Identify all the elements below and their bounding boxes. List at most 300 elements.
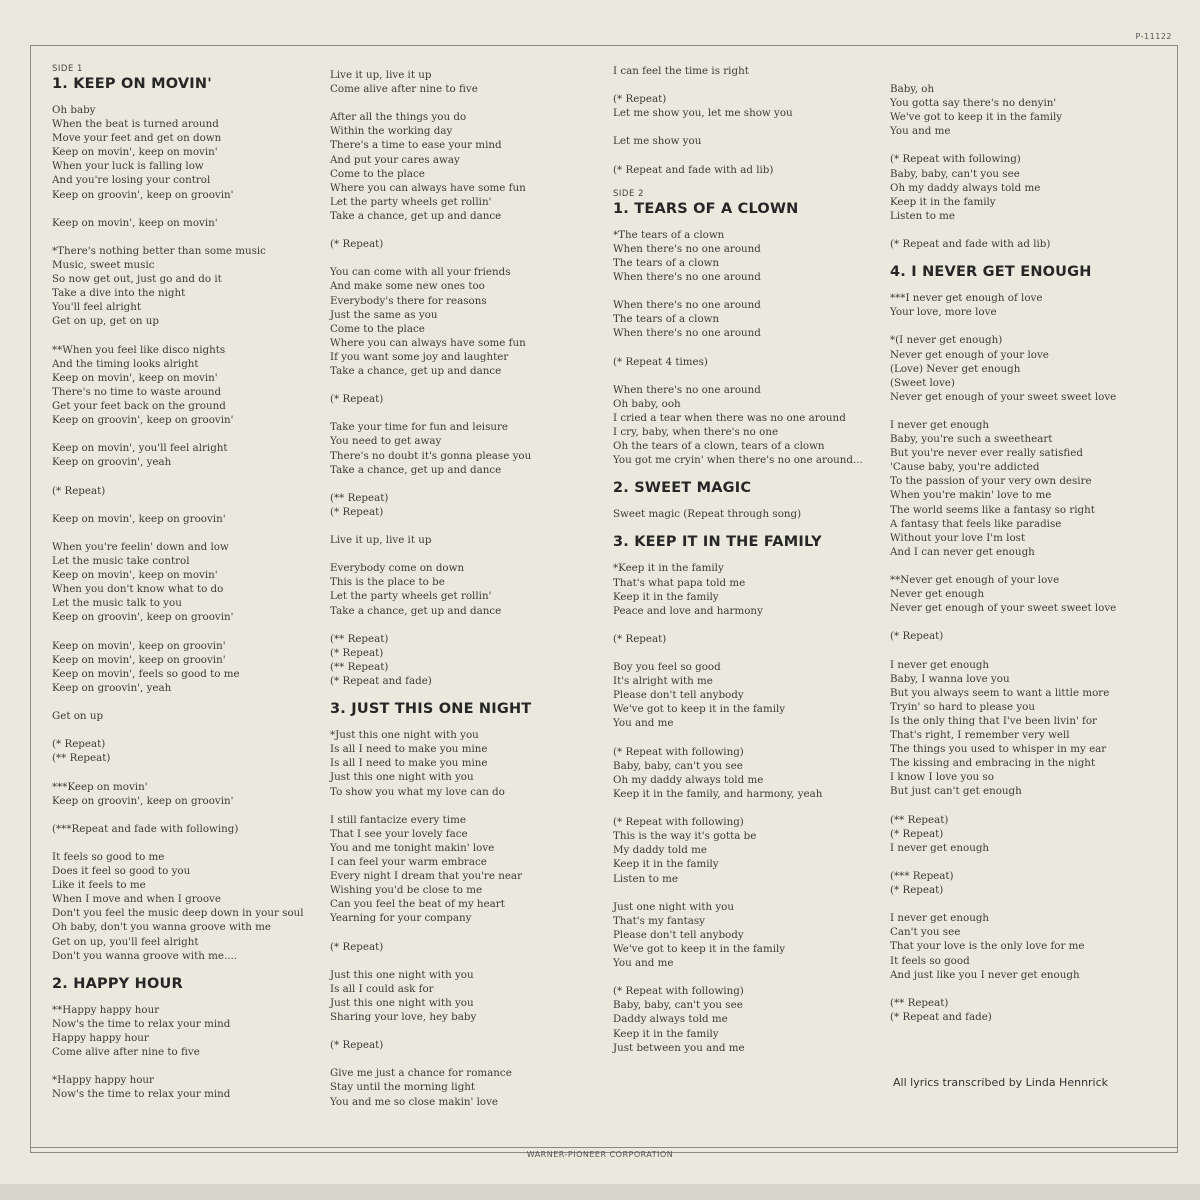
- lyric-line: Come to the place: [330, 167, 425, 180]
- lyrics-column-1: [52, 64, 317, 1113]
- lyric-line: I cried a tear when there was no one around: [613, 411, 846, 424]
- lyric-line: (* Repeat): [330, 646, 384, 659]
- stanza: [890, 869, 1175, 897]
- lyric-line: When there's no one around: [613, 271, 761, 284]
- lyric-line: To show you what my love can do: [330, 785, 505, 798]
- lyric-line: But you always seem to want a little more: [890, 686, 1110, 699]
- lyric-line: Stay until the morning light: [330, 1081, 476, 1094]
- lyric-line: Is all I could ask for: [330, 982, 434, 995]
- song-block: [890, 263, 1175, 1024]
- lyric-line: There's a time to ease your mind: [330, 139, 502, 152]
- song-block: [52, 975, 317, 1102]
- lyric-line: Can't you see: [890, 926, 961, 939]
- lyric-line: Never get enough of your sweet sweet love: [890, 602, 1117, 615]
- lyric-line: Every night I dream that you're near: [330, 870, 522, 883]
- lyric-line: That's right, I remember very well: [890, 729, 1070, 742]
- lyric-line: Just between you and me: [613, 1041, 745, 1054]
- lyric-line: The tears of a clown: [613, 313, 720, 326]
- lyric-line: When there's no one around: [613, 242, 761, 255]
- stanza: [890, 152, 1175, 222]
- stanza: [613, 64, 878, 78]
- lyric-line: When there's no one around: [613, 327, 761, 340]
- lyric-line: (** Repeat): [330, 491, 389, 504]
- lyric-line: (* Repeat and fade with ad lib): [613, 163, 774, 176]
- lyric-line: Where you can always have some fun: [330, 336, 526, 349]
- lyric-line: Keep on movin', keep on movin': [52, 216, 218, 229]
- stanza: [52, 737, 317, 765]
- stanza: [52, 244, 317, 329]
- song-block: [613, 479, 878, 521]
- lyric-line: (* Repeat with following): [613, 745, 744, 758]
- lyric-line: Baby, oh: [890, 83, 935, 95]
- stanza: [890, 658, 1175, 799]
- lyric-line: Live it up, live it up: [330, 69, 432, 81]
- lyric-line: Take a dive into the night: [52, 287, 186, 300]
- lyric-line: Let the music talk to you: [52, 597, 182, 610]
- lyric-line: Listen to me: [890, 209, 956, 222]
- stanza: [330, 632, 600, 688]
- stanza: [52, 540, 317, 625]
- lyric-line: You and me so close makin' love: [330, 1095, 499, 1108]
- lyric-line: Take a chance, get up and dance: [330, 209, 502, 222]
- lyric-line: When there's no one around: [613, 299, 761, 312]
- lyric-line: Don't you feel the music deep down in your soul: [52, 907, 304, 920]
- lyric-line: When there's no one around: [613, 383, 761, 396]
- lyric-line: So now get out, just go and do it: [52, 273, 222, 286]
- stanza: [330, 1038, 600, 1052]
- lyric-line: Oh baby, ooh: [613, 397, 681, 410]
- lyric-line: (* Repeat): [330, 238, 384, 251]
- lyric-line: Please don't tell anybody: [613, 689, 744, 702]
- lyric-line: ***Keep on movin': [52, 780, 148, 793]
- lyric-line: (* Repeat with following): [890, 153, 1021, 166]
- sheet-bottom-edge: [0, 1184, 1200, 1200]
- lyric-line: I still fantacize every time: [330, 813, 466, 826]
- lyric-line: Take a chance, get up and dance: [330, 463, 502, 476]
- lyric-line: Boy you feel so good: [613, 661, 721, 674]
- stanza: [890, 629, 1175, 643]
- lyric-line: When you're makin' love to me: [890, 489, 1052, 502]
- lyric-line: Baby, you're such a sweetheart: [890, 433, 1053, 446]
- lyric-line: That's what papa told me: [613, 576, 746, 589]
- lyric-line: Keep on movin', keep on groovin': [52, 512, 226, 525]
- stanza: [613, 984, 878, 1054]
- lyric-line: *There's nothing better than some music: [52, 244, 266, 257]
- lyric-line: I can feel the time is right: [613, 65, 749, 77]
- lyric-line: Oh baby: [52, 104, 96, 116]
- lyric-line: Like it feels to me: [52, 879, 146, 892]
- lyric-line: That your love is the only love for me: [890, 940, 1085, 953]
- stanza: [330, 813, 600, 926]
- lyric-line: Keep on movin', keep on groovin': [52, 639, 226, 652]
- lyric-line: Come to the place: [330, 322, 425, 335]
- stanza: [52, 512, 317, 526]
- lyric-line: I cry, baby, when there's no one: [613, 426, 779, 439]
- lyric-line: You and me: [890, 125, 951, 138]
- lyric-line: Keep on movin', you'll feel alright: [52, 442, 228, 455]
- lyric-line: Now's the time to relax your mind: [52, 1088, 231, 1101]
- stanza: [890, 237, 1175, 251]
- stanza: [613, 507, 878, 521]
- lyric-line: When I move and when I groove: [52, 893, 221, 906]
- lyric-line: Move your feet and get on down: [52, 132, 222, 145]
- lyric-line: Where you can always have some fun: [330, 181, 526, 194]
- lyric-line: To the passion of your very own desire: [890, 475, 1092, 488]
- lyric-line: *Keep it in the family: [613, 562, 724, 575]
- stanza: [52, 441, 317, 469]
- lyric-line: Keep on groovin', yeah: [52, 456, 172, 469]
- lyric-line: (* Repeat): [613, 93, 667, 106]
- stanza: [613, 561, 878, 617]
- stanza: [890, 911, 1175, 981]
- lyric-line: Keep on movin', keep on movin': [52, 371, 218, 384]
- lyric-line: But you're never ever really satisfied: [890, 447, 1083, 460]
- lyric-line: (* Repeat): [330, 940, 384, 953]
- stanza: [330, 265, 600, 378]
- publisher-footer: WARNER-PIONEER CORPORATION: [526, 1150, 674, 1159]
- lyric-line: A fantasy that feels like paradise: [890, 517, 1062, 530]
- stanza: [52, 1003, 317, 1059]
- lyric-line: And make some new ones too: [330, 280, 485, 293]
- lyric-line: Is all I need to make you mine: [330, 757, 488, 770]
- lyric-line: We've got to keep it in the family: [613, 703, 786, 716]
- lyric-line: Take a chance, get up and dance: [330, 604, 502, 617]
- song-title: 4. I NEVER GET ENOUGH: [890, 264, 1092, 281]
- lyric-line: *(I never get enough): [890, 334, 1003, 347]
- song-title: 3. JUST THIS ONE NIGHT: [330, 701, 532, 718]
- lyric-line: Take a chance, get up and dance: [330, 364, 502, 377]
- lyric-line: Keep on groovin', keep on groovin': [52, 794, 234, 807]
- stanza: [330, 728, 600, 798]
- stanza: [613, 815, 878, 885]
- lyric-line: Happy happy hour: [52, 1031, 149, 1044]
- stanza: [52, 822, 317, 836]
- song-title: 3. KEEP IT IN THE FAMILY: [613, 534, 822, 551]
- lyric-line: Let the party wheels get rollin': [330, 195, 492, 208]
- lyric-line: Just this one night with you: [330, 968, 474, 981]
- lyric-line: Without your love I'm lost: [890, 531, 1026, 544]
- lyric-line: Baby, I wanna love you: [890, 672, 1010, 685]
- lyric-line: *The tears of a clown: [613, 228, 725, 241]
- lyric-line: Keep on groovin', keep on groovin': [52, 414, 234, 427]
- lyric-line: And I can never get enough: [890, 545, 1035, 558]
- lyric-line: Come alive after nine to five: [330, 83, 478, 96]
- lyric-line: (** Repeat): [890, 996, 949, 1009]
- lyric-line: That I see your lovely face: [330, 827, 468, 840]
- lyric-line: Everybody's there for reasons: [330, 294, 487, 307]
- stanza: [330, 237, 600, 251]
- stanza: [613, 632, 878, 646]
- lyric-line: Sweet magic (Repeat through song): [613, 508, 802, 521]
- lyric-line: (* Repeat): [890, 884, 944, 897]
- song-title: 1. TEARS OF A CLOWN: [613, 200, 799, 217]
- lyric-line: *Happy happy hour: [52, 1074, 154, 1087]
- stanza: [890, 291, 1175, 319]
- lyric-line: ***I never get enough of love: [890, 292, 1043, 305]
- lyric-line: (** Repeat): [890, 813, 949, 826]
- lyric-line: I know I love you so: [890, 771, 994, 784]
- lyric-line: (* Repeat): [330, 1039, 384, 1052]
- lyric-line: You and me tonight makin' love: [330, 841, 495, 854]
- lyric-line: When you don't know what to do: [52, 583, 224, 596]
- lyric-line: I never get enough: [890, 658, 990, 671]
- lyric-line: My daddy told me: [613, 844, 707, 857]
- stanza: [613, 134, 878, 148]
- lyrics-column-3: [613, 64, 878, 1067]
- stanza: [330, 561, 600, 617]
- lyric-line: You and me: [613, 957, 674, 970]
- stanza: [613, 745, 878, 801]
- lyric-line: The kissing and embracing in the night: [890, 757, 1096, 770]
- stanza: [52, 709, 317, 723]
- lyric-line: Oh my daddy always told me: [890, 181, 1041, 194]
- lyric-line: Oh the tears of a clown, tears of a clown: [613, 440, 825, 453]
- lyric-line: I never get enough: [890, 418, 990, 431]
- side-label: SIDE 1: [52, 64, 83, 74]
- lyric-line: Keep it in the family: [613, 858, 719, 871]
- lyric-line: Is the only thing that I've been livin' for: [890, 714, 1097, 727]
- lyric-line: Get on up, get on up: [52, 315, 160, 328]
- lyric-line: Keep it in the family: [613, 590, 719, 603]
- lyric-line: Keep it in the family: [890, 195, 996, 208]
- lyric-line: It feels so good: [890, 954, 970, 967]
- stanza: [613, 92, 878, 120]
- stanza: [613, 298, 878, 340]
- lyric-line: Within the working day: [330, 125, 453, 138]
- lyric-line: There's no time to waste around: [52, 385, 222, 398]
- lyric-line: (* Repeat and fade): [890, 1010, 992, 1023]
- lyric-line: Keep it in the family: [613, 1027, 719, 1040]
- lyric-line: (***Repeat and fade with following): [52, 822, 239, 835]
- stanza: [330, 1066, 600, 1108]
- lyric-line: (** Repeat): [52, 752, 111, 765]
- stanza: [613, 355, 878, 369]
- song-block: [330, 700, 600, 1109]
- stanza: [330, 533, 600, 547]
- lyric-line: Music, sweet music: [52, 259, 155, 272]
- lyric-line: Now's the time to relax your mind: [52, 1017, 231, 1030]
- lyric-line: We've got to keep it in the family: [890, 111, 1063, 124]
- lyric-line: Is all I need to make you mine: [330, 743, 488, 756]
- lyric-line: Never get enough of your sweet sweet love: [890, 390, 1117, 403]
- lyric-line: Never get enough: [890, 588, 985, 601]
- lyric-line: Get on up, you'll feel alright: [52, 935, 199, 948]
- stanza: [890, 573, 1175, 615]
- lyric-line: You'll feel alright: [52, 301, 141, 314]
- stanza: [330, 392, 600, 406]
- stanza: [330, 68, 600, 96]
- transcription-credit: All lyrics transcribed by Linda Hennrick: [893, 1076, 1109, 1089]
- lyric-line: (** Repeat): [330, 632, 389, 645]
- stanza: [330, 110, 600, 223]
- lyric-line: Oh baby, don't you wanna groove with me: [52, 921, 271, 934]
- stanza: [52, 103, 317, 202]
- lyric-line: You can come with all your friends: [330, 266, 511, 279]
- lyric-line: You gotta say there's no denyin': [890, 97, 1057, 110]
- lyric-line: Yearning for your company: [330, 912, 472, 925]
- lyric-line: Give me just a chance for romance: [330, 1067, 512, 1080]
- lyric-line: Your love, more love: [890, 306, 997, 319]
- lyric-line: (* Repeat): [52, 484, 106, 497]
- stanza: [613, 900, 878, 970]
- lyric-line: Oh my daddy always told me: [613, 773, 764, 786]
- lyric-line: The world seems like a fantasy so right: [890, 503, 1095, 516]
- stanza: [613, 228, 878, 284]
- lyrics-column-4: [890, 82, 1175, 1036]
- lyric-line: Keep on movin', feels so good to me: [52, 667, 240, 680]
- catalog-number: P-11122: [1135, 32, 1172, 41]
- song-title: 2. SWEET MAGIC: [613, 480, 752, 497]
- stanza: [613, 383, 878, 468]
- lyric-line: (* Repeat): [613, 632, 667, 645]
- side-label: SIDE 2: [613, 188, 644, 199]
- stanza: [890, 418, 1175, 559]
- lyric-line: Keep on groovin', yeah: [52, 681, 172, 694]
- lyric-line: Let the music take control: [52, 555, 190, 567]
- lyric-line: *Just this one night with you: [330, 729, 479, 742]
- stanza: [52, 780, 317, 808]
- lyric-line: Live it up, live it up: [330, 534, 432, 547]
- lyric-line: Wishing you'd be close to me: [330, 884, 483, 897]
- lyric-line: Keep on movin', keep on groovin': [52, 653, 226, 666]
- song-block: [613, 533, 878, 1054]
- stanza: [52, 343, 317, 428]
- lyric-line: Does it feel so good to you: [52, 865, 191, 878]
- lyric-line: I never get enough: [890, 841, 990, 854]
- footer-rule: [30, 1147, 1178, 1148]
- lyric-line: If you want some joy and laughter: [330, 350, 509, 363]
- lyric-line: (* Repeat): [52, 738, 106, 751]
- stanza: [330, 940, 600, 954]
- lyric-line: The things you used to whisper in my ear: [890, 743, 1107, 756]
- lyric-line: Keep on movin', keep on movin': [52, 146, 218, 159]
- stanza: [890, 813, 1175, 855]
- lyric-line: Just this one night with you: [330, 996, 474, 1009]
- lyric-line: You need to get away: [330, 435, 442, 448]
- lyric-line: Get your feet back on the ground: [52, 399, 226, 412]
- lyric-line: The tears of a clown: [613, 256, 720, 269]
- stanza: [613, 163, 878, 177]
- lyric-line: (** Repeat): [330, 660, 389, 673]
- lyric-line: Just the same as you: [330, 308, 438, 321]
- lyric-line: Let me show you: [613, 135, 702, 148]
- lyric-line: And the timing looks alright: [52, 357, 199, 370]
- song-block: [613, 64, 878, 177]
- lyric-line: Everybody come on down: [330, 562, 465, 575]
- lyric-line: You got me cryin' when there's no one around...: [613, 454, 863, 467]
- stanza: [330, 968, 600, 1024]
- lyric-line: (*** Repeat): [890, 869, 954, 882]
- lyric-line: We've got to keep it in the family: [613, 942, 786, 955]
- lyric-line: Let the party wheels get rollin': [330, 590, 492, 603]
- lyric-line: (* Repeat with following): [613, 985, 744, 998]
- song-block: [330, 68, 600, 688]
- lyric-line: But just can't get enough: [890, 785, 1022, 798]
- lyric-line: Don't you wanna groove with me....: [52, 949, 238, 962]
- lyric-line: This is the place to be: [330, 576, 445, 589]
- lyric-line: Keep on groovin', keep on groovin': [52, 188, 234, 201]
- lyric-line: You and me: [613, 717, 674, 730]
- stanza: [613, 660, 878, 730]
- lyric-line: (* Repeat): [330, 505, 384, 518]
- lyric-line: And you're losing your control: [52, 174, 211, 187]
- lyric-line: When the beat is turned around: [52, 118, 219, 131]
- lyric-line: Baby, baby, can't you see: [613, 759, 743, 772]
- lyric-line: Peace and love and harmony: [613, 604, 763, 617]
- lyric-line: (Sweet love): [890, 376, 955, 389]
- lyric-line: When your luck is falling low: [52, 160, 204, 173]
- song-block: [613, 189, 878, 468]
- lyric-line: (* Repeat): [330, 393, 384, 406]
- lyric-line: That's my fantasy: [613, 914, 705, 927]
- lyric-line: It's alright with me: [613, 675, 713, 688]
- lyric-line: **Never get enough of your love: [890, 574, 1060, 586]
- stanza: [890, 82, 1175, 138]
- lyric-line: Come alive after nine to five: [52, 1046, 200, 1058]
- lyric-line: And put your cares away: [330, 153, 460, 166]
- lyric-line: Listen to me: [613, 872, 679, 885]
- lyric-line: (* Repeat with following): [613, 816, 744, 829]
- lyric-line: I can feel your warm embrace: [330, 855, 487, 868]
- lyric-line: Tryin' so hard to please you: [890, 700, 1035, 713]
- lyric-line: When you're feelin' down and low: [52, 540, 229, 553]
- stanza: [52, 850, 317, 963]
- song-title: 1. KEEP ON MOVIN': [52, 76, 212, 92]
- lyric-line: Baby, baby, can't you see: [890, 167, 1020, 180]
- stanza: [52, 1073, 317, 1101]
- lyric-line: It feels so good to me: [52, 850, 165, 863]
- stanza: [890, 996, 1175, 1024]
- song-block: [52, 64, 317, 963]
- lyric-line: Just one night with you: [613, 900, 735, 913]
- lyrics-column-2: [330, 68, 600, 1121]
- lyric-line: Keep it in the family, and harmony, yeah: [613, 787, 823, 800]
- lyric-line: (* Repeat 4 times): [613, 355, 708, 368]
- lyric-line: Take your time for fun and leisure: [330, 421, 509, 434]
- lyric-line: (* Repeat): [890, 630, 944, 643]
- stanza: [890, 333, 1175, 403]
- lyric-line: Daddy always told me: [613, 1013, 728, 1026]
- stanza: [52, 216, 317, 230]
- lyric-line: (* Repeat): [890, 827, 944, 840]
- lyric-line: **When you feel like disco nights: [52, 343, 226, 356]
- stanza: [330, 420, 600, 476]
- lyric-line: Keep on movin', keep on movin': [52, 569, 218, 582]
- lyric-line: I never get enough: [890, 912, 990, 925]
- lyric-line: After all the things you do: [330, 111, 467, 124]
- lyric-line: Never get enough of your love: [890, 348, 1049, 361]
- song-block: [890, 82, 1175, 251]
- song-title: 2. HAPPY HOUR: [52, 975, 183, 992]
- lyric-line: Please don't tell anybody: [613, 928, 744, 941]
- lyric-line: (* Repeat and fade): [330, 675, 432, 688]
- stanza: [52, 639, 317, 695]
- lyric-line: Just this one night with you: [330, 771, 474, 784]
- lyric-line: Baby, baby, can't you see: [613, 999, 743, 1012]
- lyric-line: **Happy happy hour: [52, 1003, 160, 1016]
- lyric-line: (* Repeat and fade with ad lib): [890, 238, 1051, 251]
- lyric-line: Sharing your love, hey baby: [330, 1011, 477, 1023]
- lyric-line: (Love) Never get enough: [890, 362, 1021, 375]
- lyric-line: Can you feel the beat of my heart: [330, 898, 505, 911]
- stanza: [330, 491, 600, 519]
- lyric-line: 'Cause baby, you're addicted: [890, 461, 1040, 474]
- lyric-line: Get on up: [52, 710, 104, 723]
- lyric-line: And just like you I never get enough: [890, 968, 1080, 981]
- lyric-line: Let me show you, let me show you: [613, 107, 793, 120]
- lyric-line: There's no doubt it's gonna please you: [330, 449, 532, 462]
- stanza: [52, 484, 317, 498]
